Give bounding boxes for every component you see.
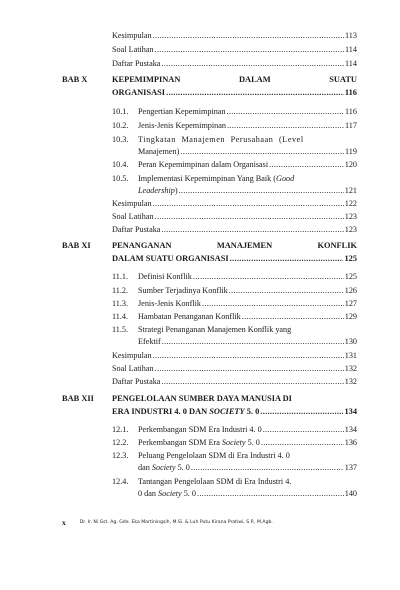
toc-entry-kesimpulan-113: Kesimpulan ..... 113 xyxy=(112,30,357,41)
toc-section-12-3-line1: 12.3. Peluang Pengelolaan SDM di Era Industri 4. 0 xyxy=(112,451,290,460)
toc-section-11-2: 11.2. Sumber Terjadinya Konflik ..... 126 xyxy=(112,285,357,296)
toc-entry-daftar-pustaka-123: Daftar Pustaka ..... 123 xyxy=(112,224,357,235)
toc-entry-soal-latihan-132: Soal Latihan ..... 132 xyxy=(112,363,357,374)
toc-section-12-3-line2: dan Society 5. 0 ..... 137 xyxy=(138,462,357,473)
chapter-title-line2: ORGANISASI ..... 116 xyxy=(112,87,357,98)
page-footer xyxy=(62,518,362,527)
chapter-title-line1: PENGELOLAAN SUMBER DAYA MANUSIA DI xyxy=(112,394,292,403)
toc-section-11-1: 11.1. Definisi Konflik ..... 125 xyxy=(112,271,357,282)
chapter-label: BAB XII xyxy=(62,394,94,403)
toc-entry-daftar-pustaka-114: Daftar Pustaka ..... 114 xyxy=(112,58,357,69)
chapter-label: BAB XI xyxy=(62,241,91,250)
toc-section-12-4-line1: 12.4. Tantangan Pengelolaan SDM di Era Industri 4. xyxy=(112,477,292,486)
toc-entry-daftar-pustaka-132: Daftar Pustaka ..... 132 xyxy=(112,376,357,387)
toc-section-11-5-line2: Efektif ..... 130 xyxy=(138,336,357,347)
toc-section-10-2: 10.2. Jenis-Jenis Kepemimpinan ..... 117 xyxy=(112,120,357,131)
page-number: x xyxy=(62,518,66,527)
toc-section-11-4: 11.4. Hambatan Penanganan Konflik ..... 129 xyxy=(112,311,357,322)
toc-section-10-5-line1: 10.5. Implementasi Kepemimpinan Yang Baik (Good xyxy=(112,174,295,183)
toc-section-10-3-line1: 10.3. Tingkatan Manajemen Perusahaan (Level xyxy=(112,135,304,144)
toc-entry-kesimpulan-131: Kesimpulan ..... 131 xyxy=(112,350,357,361)
footer-authors: Dr. Ir. Ni Gst. Ag. Gde. Eka Martiningsih, M.Si. & Luh Putu Kirana Pratiwi, S.P., M.Agb. xyxy=(79,520,273,525)
toc-section-10-5-line2: Leadership) ..... 121 xyxy=(138,185,357,196)
toc-section-11-3: 11.3. Jenis-Jenis Konflik ..... 127 xyxy=(112,298,357,309)
toc-section-10-4: 10.4. Peran Kepemimpinan dalam Organisasi ..... 120 xyxy=(112,159,357,170)
toc-entry-kesimpulan-122: Kesimpulan ..... 122 xyxy=(112,198,357,209)
toc-section-10-1: 10.1. Pengertian Kepemimpinan ..... 116 xyxy=(112,106,357,117)
chapter-title-line2: DALAM SUATU ORGANISASI ..... 125 xyxy=(112,253,357,264)
chapter-title-line1: PENANGANAN MANAJEMEN KONFLIK xyxy=(112,241,357,250)
toc-section-12-4-line2: 0 dan Society 5. 0 ..... 140 xyxy=(138,488,357,499)
toc-section-11-5-line1: 11.5. Strategi Penanganan Manajemen Konflik yang xyxy=(112,325,292,334)
toc-section-12-2: 12.2. Perkembangan SDM Era Society 5. 0 ..... 136 xyxy=(112,437,357,448)
toc-section-12-1: 12.1. Perkembangan SDM Era Industri 4. 0 ..... 134 xyxy=(112,424,357,435)
chapter-title-line1: KEPEMIMPINAN DALAM SUATU xyxy=(112,75,357,84)
chapter-title-line2: ERA INDUSTRI 4. 0 DAN SOCIETY 5. 0 ..... 134 xyxy=(112,406,357,417)
chapter-label: BAB X xyxy=(62,75,88,84)
toc-section-10-3-line2: Manajemen) ..... 119 xyxy=(138,146,357,157)
toc-entry-soal-latihan-114: Soal Latihan ..... 114 xyxy=(112,44,357,55)
toc-entry-soal-latihan-123: Soal Latihan ..... 123 xyxy=(112,211,357,222)
